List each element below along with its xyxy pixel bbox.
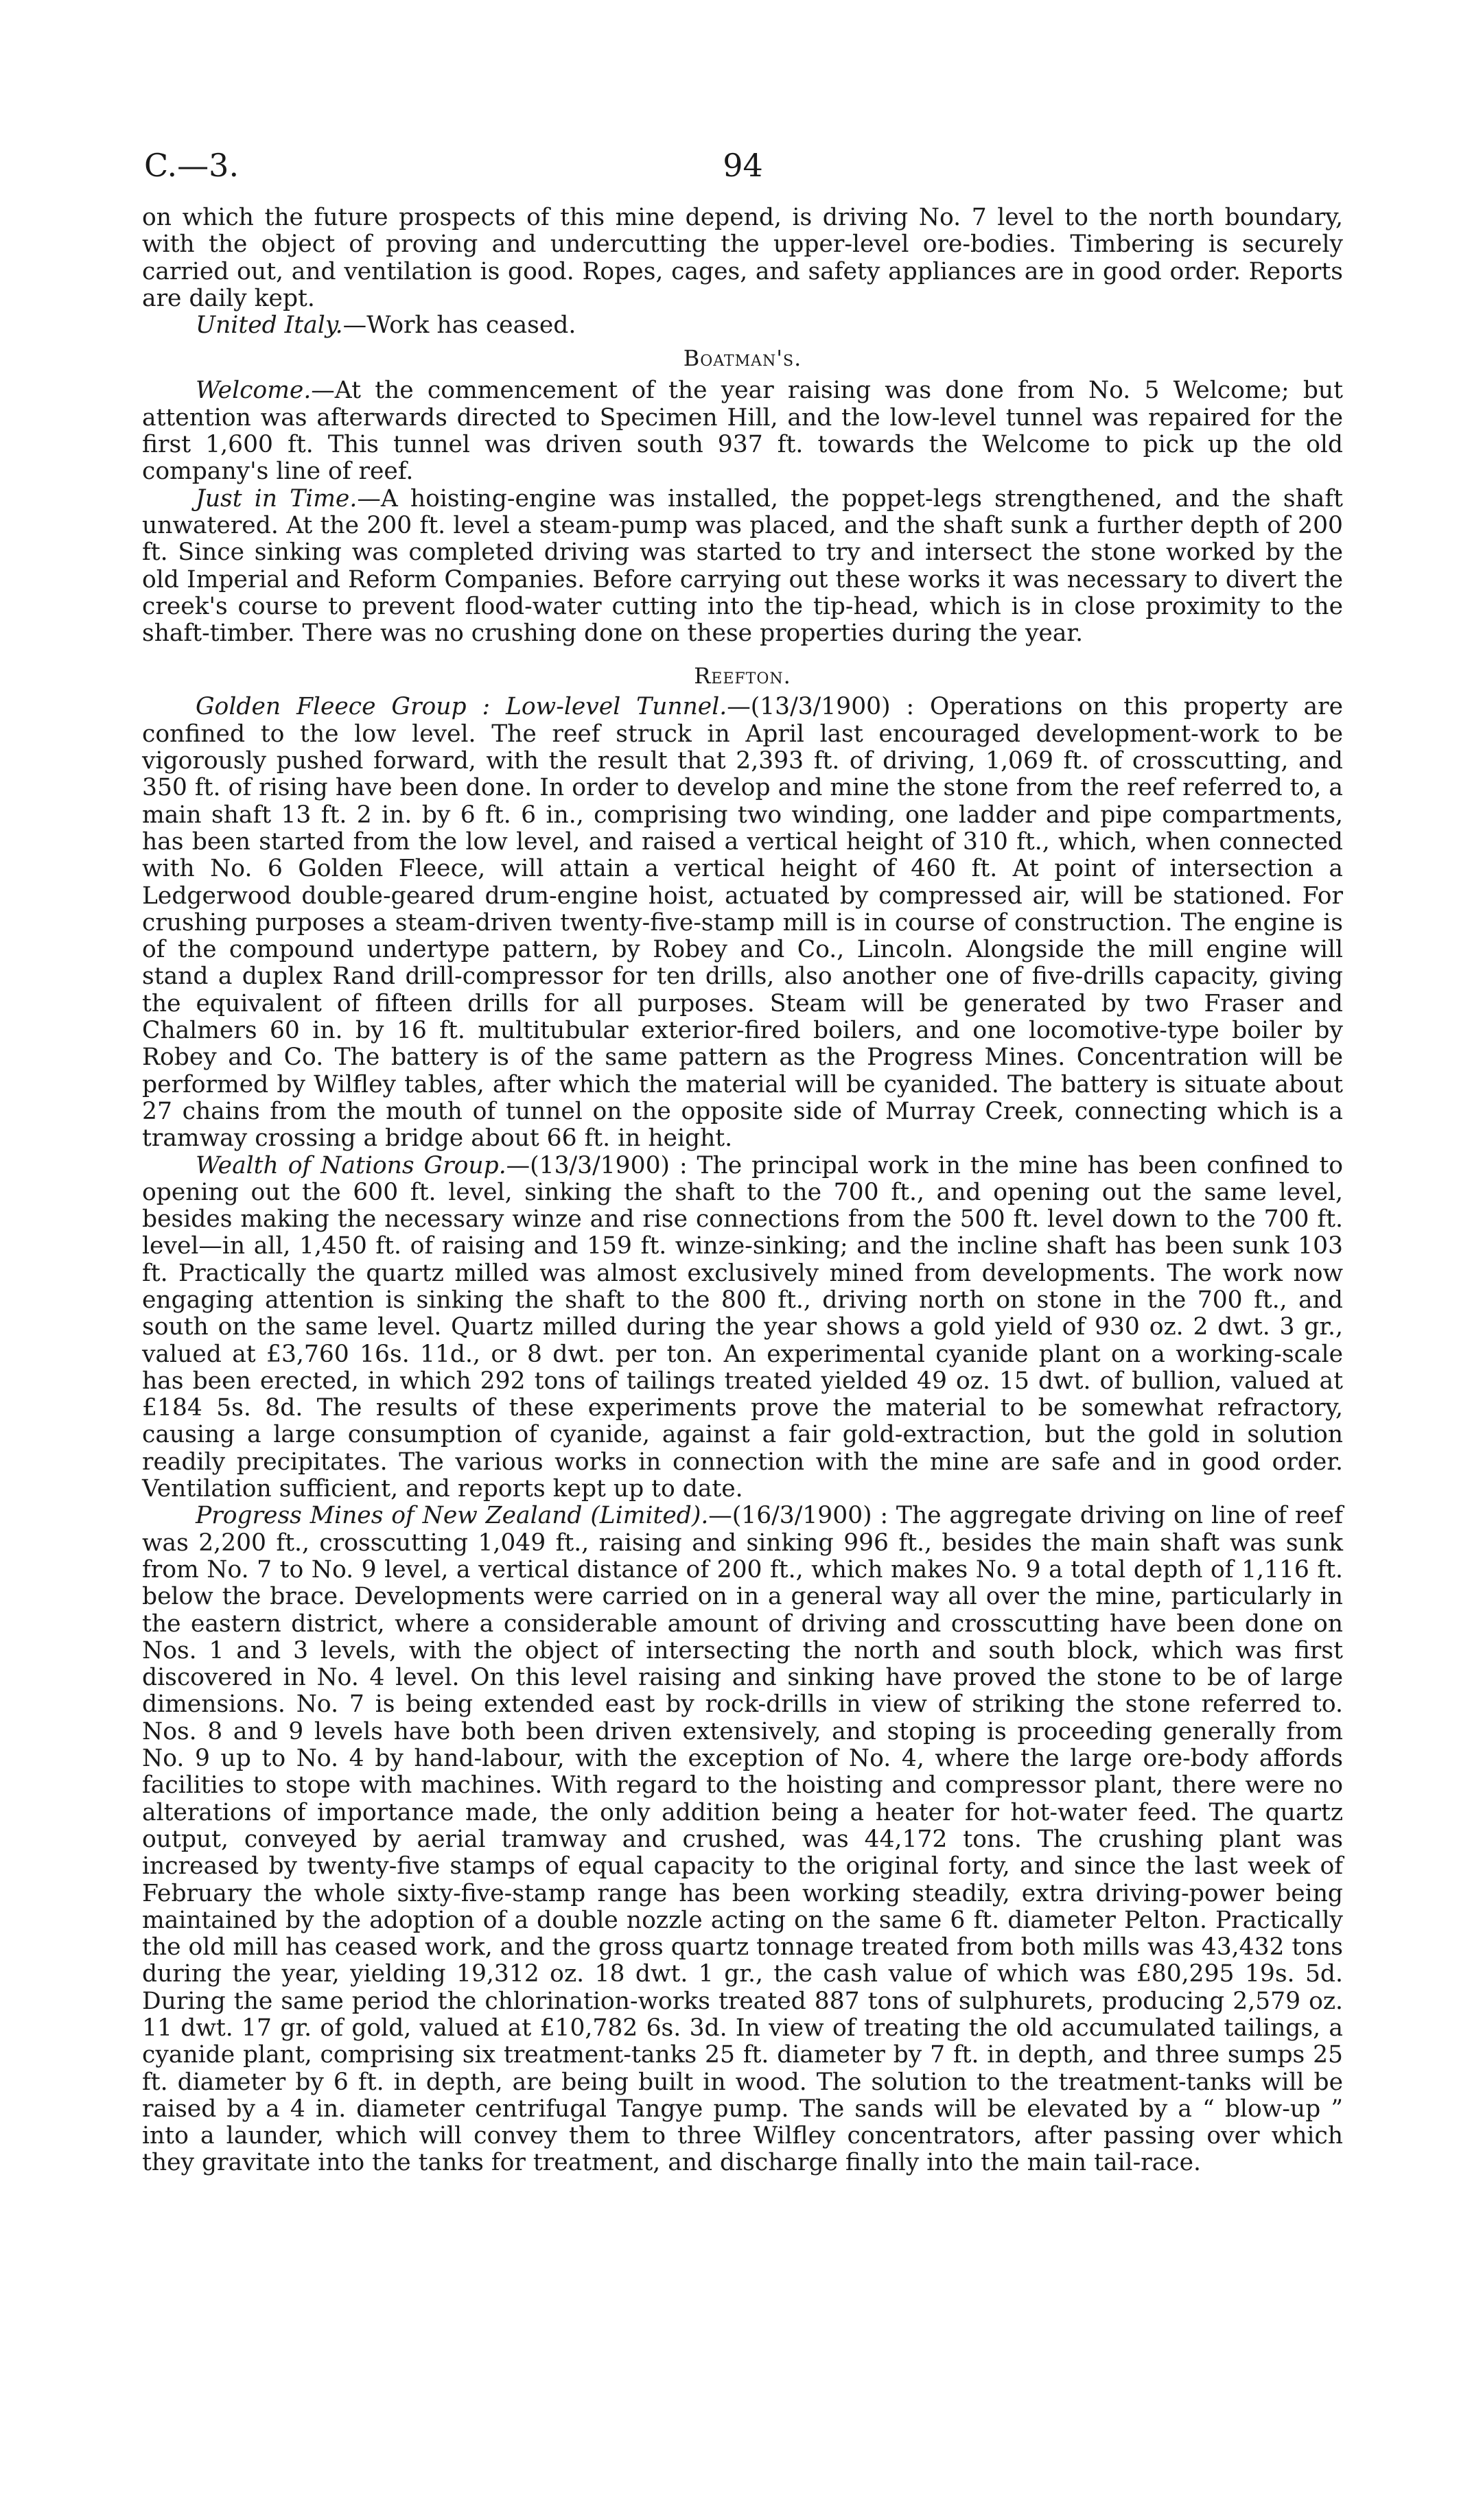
reefton-heading: Reefton. <box>694 663 791 690</box>
just-in-time-paragraph <box>142 486 1343 648</box>
golden-fleece-title: Golden Fleece Group : Low-level Tunnel. <box>196 693 727 721</box>
boatmans-heading: Boatman's. <box>683 345 802 372</box>
just-in-time-title: Just in Time. <box>196 484 358 513</box>
wealth-of-nations-paragraph <box>142 1153 1343 1503</box>
united-italy-title: United Italy. <box>196 311 343 340</box>
just-in-time-text: —A hoisting-engine was installed, the poppet-legs strengthened, and the shaft unwatered. At the 200 ft. level a steam-pump was placed, and the shaft sunk a further depth of 200 ft. Since sinking was completed driving was started to try and intersect the stone worked by the old Imperial and Reform Companies. Before carrying out these works it was necessary to divert the creek's course to prevent flood-water cutting into the tip-head, which is in close proximity to the shaft-timber. There was no crushing done on these properties during the year. <box>142 484 1344 648</box>
progress-mines-paragraph <box>142 1503 1343 2176</box>
page-header <box>144 147 1342 195</box>
wealth-of-nations-title: Wealth of Nations Group. <box>196 1151 506 1179</box>
continuation-paragraph: on which the future prospects of this mine depend, is driving No. 7 level to the north boundary, with the object of proving and undercutting the upper-level ore-bodies. Timbering is securely carried out, and ventilation is good. Ropes, cages, and safety appliances are in good order. Reports are daily kept. <box>142 204 1343 312</box>
welcome-text: —At the commencement of the year raising was done from No. 5 Welcome; but attention was afterwards directed to Specimen Hill, and the low-level tunnel was repaired for the first 1,600 ft. This tunnel was driven south 937 ft. towards the Welcome to pick up the old company's line of reef. <box>142 377 1343 486</box>
golden-fleece-text: —(13/3/1900) : Operations on this property are confined to the low level. The reef struck in April last encouraged development-work to be vigorously pushed forward, with the result that 2,393 ft. of driving, 1,069 ft. of crosscutting, and 350 ft. of rising have been done. In order to develop and mine the stone from the reef referred to, a main shaft 13 ft. 2 in. by 6 ft. 6 in., comprising two winding, one ladder and pipe compartments, has been started from the low level, and raised a vertical height of 310 ft., which, when connected with No. 6 Golden Fleece, will attain a vertical height of 460 ft. At point of intersection a Ledgerwood double-geared drum-engine hoist, actuated by compressed air, will be stationed. For crushing purposes a steam-driven twenty-five-stamp mill is in course of construction. The engine is of the compound undertype pattern, by Robey and Co., Lincoln. Alongside the mill engine will stand a duplex Rand drill-compressor for ten drills, also another one of five-drills capacity, giving the equivalent of fifteen drills for all purposes. Steam will be generated by two Fraser and Chalmers 60 in. by 16 ft. multitubular exterior-fired boilers, and one locomotive-type boiler by Robey and Co. The battery is of the same pattern as the Progress Mines. Concentration will be performed by Wilfley tables, after which the material will be cyanided. The battery is situate about 27 chains from the mouth of tunnel on the opposite side of Murray Creek, connecting which is a tramway crossing a bridge about 66 ft. in height. <box>142 693 1343 1153</box>
page-body <box>142 204 1343 2177</box>
golden-fleece-paragraph <box>142 694 1343 1152</box>
welcome-paragraph <box>142 377 1343 485</box>
united-italy-paragraph <box>142 312 1343 339</box>
document-reference: C.—3. <box>144 147 240 184</box>
progress-mines-text: —(16/3/1900) : The aggregate driving on line of reef was 2,200 ft., crosscutting 1,049 ft., raising and sinking 996 ft., besides the main shaft was sunk from No. 7 to No. 9 level, a vertical distance of 200 ft., which makes No. 9 a total depth of 1,116 ft. below the brace. Developments were carried on in a general way all over the mine, particularly in the eastern district, where a considerable amount of driving and crosscutting have been done on Nos. 1 and 3 levels, with the object of intersecting the north and south block, which was first discovered in No. 4 level. On this level raising and sinking have proved the stone to be of large dimensions. No. 7 is being extended east by rock-drills in view of striking the stone referred to. Nos. 8 and 9 levels have both been driven extensively, and stoping is proceeding generally from No. 9 up to No. 4 by hand-labour, with the exception of No. 4, where the large ore-body affords facilities to stope with machines. With regard to the hoisting and compressor plant, there were no alterations of importance made, the only addition being a heater for hot-water feed. The quartz output, conveyed by aerial tramway and crushed, was 44,172 tons. The crushing plant was increased by twenty-five stamps of equal capacity to the original forty, and since the last week of February the whole sixty-five-stamp range has been working steadily, extra driving-power being maintained by the adoption of a double nozzle acting on the same 6 ft. diameter Pelton. Practically the old mill has ceased work, and the gross quartz tonnage treated from both mills was 43,432 tons during the year, yielding 19,312 oz. 18 dwt. 1 gr., the cash value of which was £80,295 19s. 5d. During the same period the chlorination-works treated 887 tons of sulphurets, producing 2,579 oz. 11 dwt. 17 gr. of gold, valued at £10,782 6s. 3d. In view of treating the old accumulated tailings, a cyanide plant, comprising six treatment-tanks 25 ft. diameter by 7 ft. in depth, and three sumps 25 ft. diameter by 6 ft. in depth, are being built in wood. The solution to the treatment-tanks will be raised by a 4 in. diameter centrifugal Tangye pump. The sands will be elevated by a “ blow-up ” into a launder, which will convey them to three Wilfley concentrators, after passing over which they gravitate into the tanks for treatment, and discharge finally into the main tail-race. <box>142 1502 1343 2177</box>
united-italy-text: —Work has ceased. <box>342 311 576 340</box>
progress-mines-title: Progress Mines of New Zealand (Limited). <box>196 1502 709 1530</box>
welcome-title: Welcome. <box>196 377 312 405</box>
wealth-of-nations-text: —(13/3/1900) : The principal work in the mine has been confined to opening out the 600 ft. level, sinking the shaft to the 700 ft., and opening out the same level, besides making the necessary winze and rise connections from the 500 ft. level down to the 700 ft. level—in all, 1,450 ft. of raising and 159 ft. winze-sinking; and the incline shaft has been sunk 103 ft. Practically the quartz milled was almost exclusively mined from developments. The work now engaging attention is sinking the shaft to the 800 ft., driving north on stone in the 700 ft., and south on the same level. Quartz milled during the year shows a gold yield of 930 oz. 2 dwt. 3 gr., valued at £3,760 16s. 11d., or 8 dwt. per ton. An experimental cyanide plant on a working-scale has been erected, in which 292 tons of tailings treated yielded 49 oz. 15 dwt. of bullion, valued at £184 5s. 8d. The results of these experiments prove the material to be somewhat refractory, causing a large consumption of cyanide, against a fair gold-extraction, but the gold in solution readily precipitates. The various works in connection with the mine are safe and in good order. Ventilation sufficient, and reports kept up to date. <box>142 1151 1343 1503</box>
page-number: 94 <box>723 147 763 184</box>
